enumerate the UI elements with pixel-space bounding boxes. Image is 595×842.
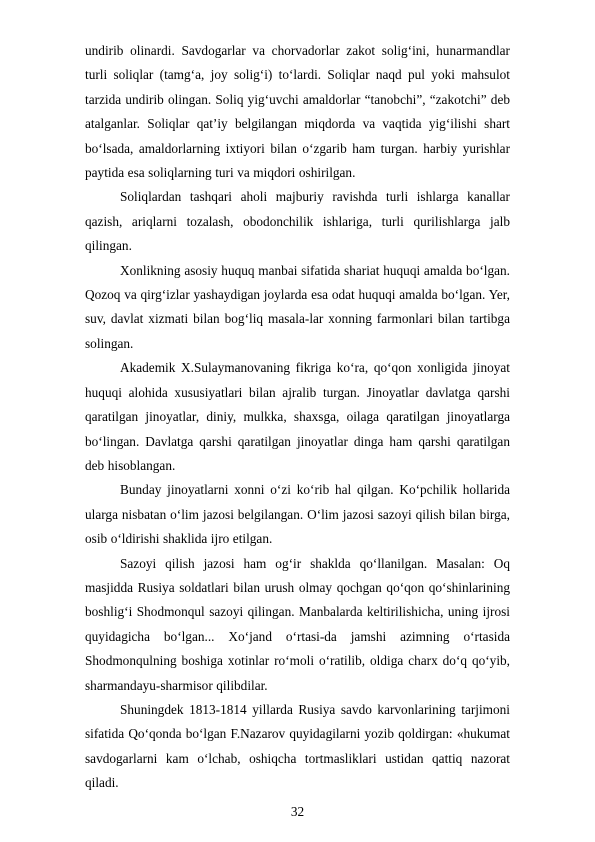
paragraph-1: undirib olinardi. Savdogarlar va chorvadorlar zakot solig‘ini, hunarmandlar turli soliqlar (tamg‘a, joy solig‘i) to‘lardi. Soliqlar naqd pul yoki mahsulot tarzida undirib olingan. Soliq yig‘uvchi amaldorlar “tanobchi”, “zakotchi” deb atalganlar. Soliqlar qat’iy belgilangan miqdorda va vaqtida yig‘ilishi shart bo‘lsada, amaldorlarning ixtiyori bilan o‘zgarib ham turgan. harbiy yurishlar paytida esa soliqlarning turi va miqdori oshirilgan. [85,43,510,181]
paragraph-6: Sazoyi qilish jazosi ham og‘ir shaklda qo‘llanilgan. Masalan: Oq masjidda Rusiya soldatlari bilan urush olmay qochgan qo‘qon qo‘shinlarining boshlig‘i Shodmonqul sazoyi qilingan. Manbalarda keltirilishicha, uning ijrosi quyidagicha bo‘lgan... Xo‘jand o‘rtasi-da jamshi azimning o‘rtasida Shodmonqulning boshiga xotinlar ro‘moli o‘ratilib, oldiga charx do‘q qo‘yib, sharmandayu-sharmisor qilibdilar. [85,555,510,693]
page-number: 32 [290,804,305,819]
document-body [85,39,510,796]
paragraph-2: Soliqlardan tashqari aholi majburiy ravishda turli ishlarga kanallar qazish, ariqlarni tozalash, obodonchilik ishlariga, turli qurilishlarga jalb qilingan. [85,189,510,254]
paragraph-4: Akademik X.Sulaymanovaning fikriga ko‘ra, qo‘qon xonligida jinoyat huquqi alohida xususiyatlari bilan ajralib turgan. Jinoyatlar davlatga qarshi qaratilgan jinoyatlar, diniy, mulkka, shaxsga, oilaga qaratilgan jinoyatlarga bo‘lingan. Davlatga qarshi qaratilgan jinoyatlar dinga ham qarshi qaratilgan deb hisoblangan. [85,360,510,473]
paragraph-5: Bunday jinoyatlarni xonni o‘zi ko‘rib hal qilgan. Ko‘pchilik hollarida ularga nisbatan o‘lim jazosi belgilangan. O‘lim jazosi sazoyi qilish bilan birga, osib o‘ldirishi shaklida ijro etilgan. [85,482,510,547]
paragraph-3: Xonlikning asosiy huquq manbai sifatida shariat huquqi amalda bo‘lgan. Qozoq va qirg‘izlar yashaydigan joylarda esa odat huquqi amalda bo‘lgan. Yer, suv, davlat xizmati bilan bog‘liq masala-lar xonning farmonlari bilan tartibga solingan. [85,262,510,351]
paragraph-7: Shuningdek 1813-1814 yillarda Rusiya savdo karvonlarining tarjimoni sifatida Qo‘qonda bo‘lgan F.Nazarov quyidagilarni yozib qoldirgan: «hukumat savdogarlarni kam o‘lchab, oshiqcha tortmasliklari ustidan qattiq nazorat qiladi. [85,701,510,791]
